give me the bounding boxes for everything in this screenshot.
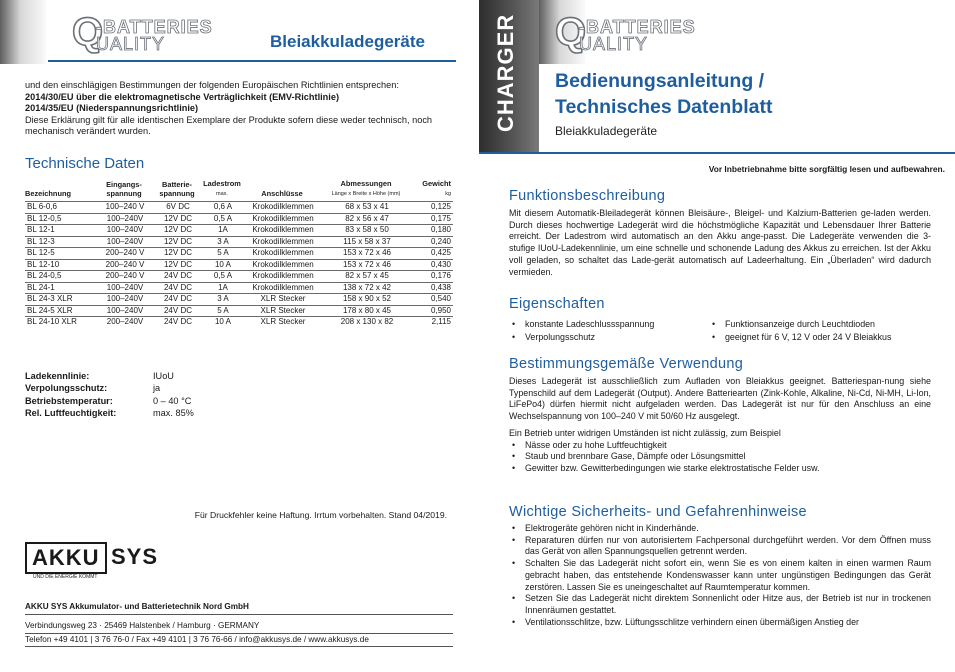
verwendung-list [509,440,931,475]
table-cell: 100–240V [97,225,153,237]
table-cell: 0,425 [411,248,453,260]
table-cell: 12V DC [153,213,203,225]
declaration-intro [25,80,453,138]
prop-value: 0 – 40 °C [153,395,192,406]
table-cell: 100–240V [97,236,153,248]
col-anschluesse: Anschlüsse [261,188,303,198]
logo-line1: -BATTERIES [96,17,213,37]
prop-value: ja [153,383,161,394]
charger-tab [479,0,539,152]
table-row [25,282,453,294]
table-cell: 10 A [203,317,243,328]
table-cell: 6V DC [153,202,203,214]
title-line2: Technisches Datenblatt [555,96,773,118]
table-cell: Krokodilklemmen [243,282,323,294]
table-cell: Krokodilklemmen [243,271,323,283]
table-cell: 153 x 72 x 46 [323,259,411,271]
table-row [25,317,453,328]
table-cell: 3 A [203,294,243,306]
table-cell: BL 12-1 [25,225,97,237]
table-cell: BL 12-0,5 [25,213,97,225]
table-cell: 24V DC [153,271,203,283]
table-cell: Krokodilklemmen [243,225,323,237]
prop-key: Ladekennlinie: [25,371,90,381]
table-cell: 82 x 56 x 47 [323,213,411,225]
table-cell: BL 6-0,6 [25,202,97,214]
prop-row [25,382,194,394]
table-cell: 1A [203,225,243,237]
verwendung-text [509,376,931,475]
table-cell: 158 x 90 x 52 [323,294,411,306]
table-cell: Krokodilklemmen [243,213,323,225]
list-item: • konstante Ladeschlussspannung [509,318,709,331]
table-cell: 10 A [203,259,243,271]
table-cell: BL 24-3 XLR [25,294,97,306]
q-batteries-logo [72,10,262,54]
logo-q: Q [555,10,587,54]
table-cell: 5 A [203,248,243,260]
table-cell: 2,115 [411,317,453,328]
table-cell: 12V DC [153,259,203,271]
verwendung-intro: Ein Betrieb unter widrigen Umständen ist nicht zulässig, zum Beispiel [509,427,781,438]
table-cell: 178 x 80 x 45 [323,305,411,317]
prop-row [25,407,194,419]
address-line: Verbindungsweg 23 · 25469 Halstenbek / Hamburg · GERMANY [25,620,453,634]
properties-list [25,370,194,419]
prop-key: Rel. Luftfeuchtigkeit: [25,407,117,418]
sicherheit-list [509,523,931,628]
header-title: Bleiakkuladegeräte [270,32,425,51]
table-row [25,305,453,317]
header-gradient [0,0,46,64]
table-cell: Krokodilklemmen [243,248,323,260]
section-title-verwendung: Bestimmungsgemäße Verwendung [509,356,744,372]
table-cell: 68 x 53 x 41 [323,202,411,214]
list-item: • Setzen Sie das Ladegerät nicht direktem Sonnenlicht oder Hitze aus, der Betrieb ist nur in trockenen Innenräumen gestattet. [509,593,931,616]
page-subtitle: Bleiakkuladegeräte [555,124,658,138]
table-cell: 0,950 [411,305,453,317]
table-cell: 153 x 72 x 46 [323,248,411,260]
table-cell: BL 24-10 XLR [25,317,97,328]
spec-header-row [25,180,453,202]
table-cell: Krokodilklemmen [243,202,323,214]
table-row [25,294,453,306]
table-row [25,248,453,260]
table-cell: 0,180 [411,225,453,237]
table-cell: 0,125 [411,202,453,214]
table-row [25,225,453,237]
table-cell: 5 A [203,305,243,317]
table-cell: 12V DC [153,236,203,248]
table-cell: BL 24-1 [25,282,97,294]
table-cell: XLR Stecker [243,317,323,328]
prop-key: Betriebstemperatur: [25,395,113,406]
akku-text: AKKU [32,545,100,570]
directive-ns: 2014/35/EU (Niederspannungsrichtlinie) [25,103,199,113]
intro-line: und den einschlägigen Bestimmungen der folgenden Europäischen Richtlinien entsprechen: [25,80,399,90]
table-cell: 115 x 58 x 37 [323,236,411,248]
table-cell: 0,430 [411,259,453,271]
charger-label: CHARGER [493,13,518,132]
col-ladestrom: Ladestrom max. [203,179,241,197]
prop-key: Verpolungsschutz: [25,383,108,394]
table-cell: 208 x 130 x 82 [323,317,411,328]
company-name: AKKU SYS Akkumulator- und Batterietechnik Nord GmbH [25,602,453,615]
table-cell: 3 A [203,236,243,248]
list-item: • Schalten Sie das Ladegerät nicht sofort ein, wenn Sie es von einem kalten in einen warmen Raum gebracht haben, das entstehende Kondenswasser kann unter ungünstigen Bedingungen das Gerät zerstören. Lassen Sie es uneingeschaltet auf Raumtemperatur kommen. [509,558,931,593]
col-batteriespannung: Batterie- spannung [159,180,195,198]
akku-tagline: UND DIE ENERGIE KOMMT [33,574,98,580]
page-title [555,68,945,120]
table-cell: 24V DC [153,282,203,294]
table-cell: BL 12-10 [25,259,97,271]
section-title-technische-daten: Technische Daten [25,155,145,172]
right-page [479,0,955,672]
prop-row [25,395,194,407]
table-cell: 100–240 V [97,202,153,214]
intro-text: Diese Erklärung gilt für alle identischen Exemplare der Produkte sofern diese weder technisch, noch mechanisch verändert wurden. [25,114,433,136]
header-rule [48,60,456,62]
table-cell: BL 12-5 [25,248,97,260]
list-item: • Funktionsanzeige durch Leuchtdioden [709,318,939,331]
table-cell: 0,5 A [203,271,243,283]
read-note: Vor Inbetriebnahme bitte sorgfältig lesen und aufbewahren. [708,164,945,174]
table-cell: 0,540 [411,294,453,306]
table-row [25,271,453,283]
table-cell: 0,438 [411,282,453,294]
table-cell: 24V DC [153,317,203,328]
sys-text: SYS [111,544,159,569]
col-gewicht: Gewicht kg [422,179,451,197]
q-batteries-logo [555,10,745,54]
funktion-text: Mit diesem Automatik-Bleiladegerät können Bleisäure-, Bleigel- und Kalzium-Batterien ge-laden werden. Durch dieses hochwertige Ladegerät wird die höchstmögliche Kapazität und Lebensdauer Ihrer Batterie erreicht. Der Ladestrom wird automatisch an den Akku ange-passt. Die Ladegeräte verwenden die 3-stufige IUoU-Ladekennlinie, um eine schnelle und schonende Ladung des Akkus zu erreichen. Ist der Akku voll geladen, so schaltet das Lade-gerät automatisch auf Ladeerhaltung. Ein „Überladen“ wird dadurch vermieden. [509,208,931,277]
table-cell: 0,175 [411,213,453,225]
table-cell: 12V DC [153,225,203,237]
table-row [25,213,453,225]
table-cell: 24V DC [153,294,203,306]
directive-emv: 2014/30/EU über die elektromagnetische Verträglichkeit (EMV-Richtlinie) [25,91,340,102]
table-cell: 200–240 V [97,259,153,271]
table-cell: 1A [203,282,243,294]
list-item: • Reparaturen dürfen nur von autorisiertem Fachpersonal durchgeführt werden. Vor dem Öffnen muss das Gerät von allen Spannungsquellen getrennt werden. [509,535,931,558]
table-cell: 100–240V [97,282,153,294]
table-cell: BL 12-3 [25,236,97,248]
spec-table [25,180,453,328]
contact-line: Telefon +49 4101 | 3 76 76-0 / Fax +49 4101 | 3 76 76-66 / info@akkusys.de / www.akkusys.de [25,634,453,648]
table-row [25,236,453,248]
list-item: • Elektrogeräte gehören nicht in Kinderhände. [509,523,931,535]
company-address [25,620,453,647]
disclaimer: Für Druckfehler keine Haftung. Irrtum vorbehalten. Stand 04/2019. [194,510,447,520]
table-cell: 0,5 A [203,213,243,225]
table-cell: 82 x 57 x 45 [323,271,411,283]
list-item: • Ventilationsschlitze, bzw. Lüftungsschlitze verhindern einen übermäßigen Anstieg der [509,617,931,629]
table-cell: 100–240V [97,213,153,225]
table-cell: 200–240V [97,317,153,328]
table-cell: 0,176 [411,271,453,283]
list-item: • Gewitter bzw. Gewitterbedingungen wie starke elektrostatische Felder usw. [509,463,931,475]
section-title-funktion: Funktionsbeschreibung [509,188,666,204]
col-bezeichnung: Bezeichnung [25,188,71,198]
table-cell: 200–240 V [97,248,153,260]
table-cell: BL 24-5 XLR [25,305,97,317]
list-item: • Staub und brennbare Gase, Dämpfe oder Lösungsmittel [509,451,931,463]
logo-q: Q [72,10,104,54]
col-abmessungen: Abmessungen Länge x Breite x Höhe (mm) [331,179,401,197]
list-item: • Verpolungsschutz [509,331,709,344]
table-cell: BL 24-0,5 [25,271,97,283]
table-cell: Krokodilklemmen [243,259,323,271]
table-cell: 138 x 72 x 42 [323,282,411,294]
table-cell: 83 x 58 x 50 [323,225,411,237]
table-cell: 24V DC [153,305,203,317]
section-title-eigenschaften: Eigenschaften [509,296,605,312]
table-cell: XLR Stecker [243,294,323,306]
logo-line2: UALITY [96,34,166,54]
prop-row [25,370,194,382]
table-cell: 100–240V [97,305,153,317]
list-item: • geeignet für 6 V, 12 V oder 24 V Bleiakkus [709,331,939,344]
col-eingangsspannung: Eingangs- spannung [106,180,142,198]
prop-value: max. 85% [153,407,194,418]
logo-line2: UALITY [579,34,649,54]
eigenschaften-list [509,318,939,344]
left-page [0,0,477,672]
prop-value: IUoU [153,371,174,381]
akku-box [25,542,107,574]
verwendung-paragraph: Dieses Ladegerät ist ausschließlich zum Aufladen von Bleiakkus geeignet. Batteriespan-nung siehe Typenschild auf dem Ladegerät (Output). Andere Batteriearten (Zink-Kohle, Alkaline, Ni-Cd, Ni-MH, Li-Ion, LiFePo4) dürfen hiermit nicht aufgeladen werden. Das Ladegerät ist nur für den Anschluss an eine Wechselspannung von 100–240 V mit 50/60 Hz ausgelegt. [509,376,931,422]
table-cell: 100–240V [97,294,153,306]
logo-line1: -BATTERIES [579,17,696,37]
table-cell: 200–240 V [97,271,153,283]
table-cell: 12V DC [153,248,203,260]
header-rule [479,152,955,154]
table-cell: 0,240 [411,236,453,248]
table-row [25,259,453,271]
list-item: • Nässe oder zu hohe Luftfeuchtigkeit [509,440,931,452]
table-cell: Krokodilklemmen [243,236,323,248]
table-cell: XLR Stecker [243,305,323,317]
table-row [25,202,453,214]
table-cell: 0,6 A [203,202,243,214]
sicherheit-text [509,523,931,628]
section-title-sicherheit: Wichtige Sicherheits- und Gefahrenhinweise [509,504,807,520]
title-line1: Bedienungsanleitung / [555,70,765,92]
akkusys-logo [25,542,187,578]
